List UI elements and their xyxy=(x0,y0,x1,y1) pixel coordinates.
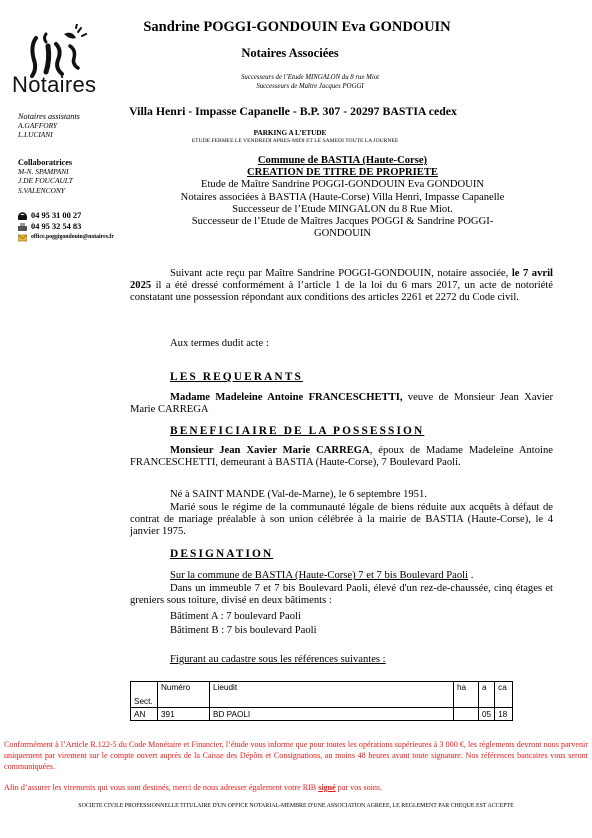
commune-title: Commune de BASTIA (Haute-Corse) xyxy=(257,155,428,166)
acte-terms-text: Aux termes dudit acte : xyxy=(170,338,269,349)
cell-numero: 391 xyxy=(158,708,210,721)
designation-heading: DESIGNATION xyxy=(170,548,274,560)
designation-description xyxy=(130,583,553,607)
cell-lieudit: BD PAOLI xyxy=(210,708,454,721)
email-icon xyxy=(18,234,27,242)
phone-icon xyxy=(18,212,27,220)
requerant-details: veuve de Monsieur Jean Xavier Marie CARREGA xyxy=(130,392,553,416)
header-a: a xyxy=(479,682,495,708)
notice-line: Successeur de l’Etude de Maîtres Jacques POGGI & Sandrine POGGI- xyxy=(191,216,494,228)
beneficiaire-name: Monsieur Jean Xavier Marie CARREGA xyxy=(170,445,370,456)
collaborator-name: M-N. SPAMPANI xyxy=(18,167,69,177)
header-sect: Sect. xyxy=(131,682,158,708)
logo-wordmark: Notaires xyxy=(12,72,97,97)
rib-text-a: Afin d’assurer les virements qui vous sont destinés, merci de nous adresser également votre RIB xyxy=(4,783,319,792)
email-address[interactable]: office.poggigondouin@notaires.fr xyxy=(31,234,114,240)
assistant-name: A.GAFFORY xyxy=(18,121,58,131)
successors-line-1: Successeurs de l’Etude MINGALON du 8 rue Miot xyxy=(241,74,379,81)
collaborator-name: J.DE FOUCAULT xyxy=(18,176,73,186)
acte-paragraph xyxy=(130,268,553,305)
cadastre-intro-text: Figurant au cadastre sous les références suivantes : xyxy=(170,654,386,665)
acte-body: il a été dressé conformément à l’article 1 de la loi du 6 mars 2017, un acte de notoriété constatant une possession répondant aux conditions des articles 2261 et 2272 du Code civil. xyxy=(130,280,553,304)
notary-names: Sandrine POGGI-GONDOUIN Eva GONDOUIN xyxy=(143,19,451,35)
header-ca: ca xyxy=(495,682,513,708)
rib-notice xyxy=(4,782,588,793)
header-ha: ha xyxy=(454,682,479,708)
notice-line: Successeur de l’Etude MINGALON du 8 Rue Miot. xyxy=(232,203,453,215)
fax-row xyxy=(18,221,114,232)
collaborator-name: S.VALENCONY xyxy=(18,185,65,195)
collaborators-block xyxy=(18,158,73,195)
cell-ha xyxy=(454,708,479,721)
beneficiaire-paragraph xyxy=(130,445,553,469)
requerant-name: Madame Madeleine Antoine FRANCESCHETTI, xyxy=(170,392,403,403)
location-text: Sur la commune de BASTIA (Haute-Corse) 7 et 7 bis Boulevard Paoli xyxy=(170,570,469,581)
parking-note: PARKING A L’ETUDE xyxy=(253,129,327,137)
acte-terms xyxy=(130,338,553,350)
cell-ca: 18 xyxy=(495,708,513,721)
payment-notice: Conformément à l’Article R.122-5 du Code Monétaire et Financier, l’étude vous informe que pour toutes les opérations supérieures à 3 000 €, les règlements devront nous parvenir uniquement par virement sur le compte ouvert auprès de la Caisse des Dépôts et Consignations, au moins 48 heures avant toute signature. Nos références bancaires vous seront communiquées. xyxy=(4,740,588,771)
requerants-paragraph xyxy=(130,392,553,416)
requerants-heading: LES REQUERANTS xyxy=(170,371,303,383)
beneficiaire-heading: BENEFICIAIRE DE LA POSSESSION xyxy=(170,425,425,437)
designation-location xyxy=(130,570,553,582)
contact-block xyxy=(18,210,114,243)
cell-sect: AN xyxy=(131,708,158,721)
acte-date: le 7 avril 2025 xyxy=(130,268,553,292)
closing-hours-note: ETUDE FERMEE LE VENDREDI APRES-MIDI ET LE SAMEDI TOUTE LA JOURNEE xyxy=(191,138,399,144)
collaborators-heading: Collaboratrices xyxy=(18,158,73,167)
building-a-text: Bâtiment A : 7 boulevard Paoli xyxy=(170,611,301,622)
building-b-text: Bâtiment B : 7 bis boulevard Paoli xyxy=(170,625,317,636)
notice-line: Notaires associées à BASTIA (Haute-Corse) Villa Henri, Impasse Capanelle xyxy=(180,191,505,203)
marriage-text: Marié sous le régime de la communauté légale de biens réduite aux acquêts à défaut de contrat de mariage préalable à son union célébrée à la mairie de BASTIA (Haute-Corse), le 4 janvier 1975. xyxy=(130,502,553,538)
firm-title: Notaires Associées xyxy=(241,46,339,60)
description-text: Dans un immeuble 7 et 7 bis Boulevard Paoli, élevé d'un rez-de-chaussée, cinq étages et greniers sous toiture, divisé en deux bâtiments : xyxy=(130,583,553,607)
notice-heading xyxy=(150,155,535,240)
header-lieudit: Lieudit xyxy=(210,682,454,708)
header-numero: Numéro xyxy=(158,682,210,708)
table-header-row xyxy=(131,682,513,708)
fax-number: 04 95 32 54 83 xyxy=(31,222,82,231)
building-a xyxy=(130,611,553,623)
firm-address: Villa Henri - Impasse Capanelle - B.P. 307 - 20297 BASTIA cedex xyxy=(129,104,457,118)
acte-intro: Suivant acte reçu par Maître Sandrine POGGI-GONDOUIN, notaire associée, xyxy=(170,268,509,279)
assistants-block xyxy=(18,112,80,140)
successors-line-2: Successeurs de Maître Jacques POGGI xyxy=(256,83,364,90)
cadastre-intro xyxy=(130,654,553,666)
assistants-heading: Notaires assistants xyxy=(18,112,80,121)
notice-line: GONDOUIN xyxy=(313,228,372,240)
successors-note xyxy=(190,73,430,91)
notice-line: Etude de Maître Sandrine POGGI-GONDOUIN Eva GONDOUIN xyxy=(200,179,485,191)
birth-paragraph xyxy=(130,489,553,501)
creation-title: CREATION DE TITRE DE PROPRIETE xyxy=(247,167,438,179)
location-tail: . xyxy=(468,570,474,581)
email-row xyxy=(18,232,114,243)
cadastre-table xyxy=(130,681,513,721)
rib-signed: signé xyxy=(318,783,336,792)
building-b xyxy=(130,625,553,637)
legal-footer: SOCIETE CIVILE PROFESSIONNELLE TITULAIRE D'UN OFFICE NOTARIAL-MEMBRE D'UNE ASSOCIATION AGREEE, LE REGLEMENT PAR CHEQUE EST ACCEPTE xyxy=(78,803,514,809)
phone-number[interactable]: 04 95 31 00 27 xyxy=(31,211,82,220)
fax-icon xyxy=(18,223,27,231)
table-row xyxy=(131,708,513,721)
rib-text-b: par vos soins. xyxy=(335,783,383,792)
phone-row xyxy=(18,210,114,221)
beneficiaire-details: , époux de Madame Madeleine Antoine FRANCESCHETTI, demeurant à BASTIA (Haute-Corse), 7 Boulevard Paoli. xyxy=(130,445,553,469)
assistant-name: L.LUCIANI xyxy=(18,130,53,140)
birth-text: Né à SAINT MANDE (Val-de-Marne), le 6 septembre 1951. xyxy=(170,489,427,500)
cell-a: 05 xyxy=(479,708,495,721)
marriage-paragraph xyxy=(130,502,553,539)
